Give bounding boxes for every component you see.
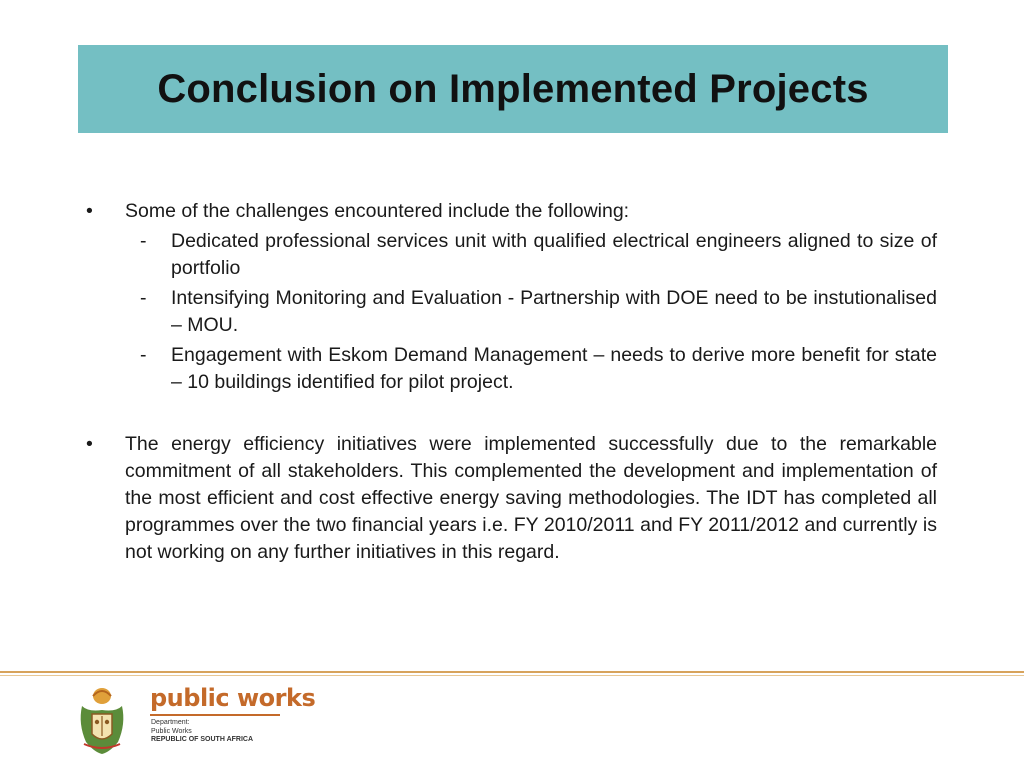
bullet-marker: • [86, 433, 93, 455]
slide-body [86, 198, 937, 566]
logo-line: REPUBLIC OF SOUTH AFRICA [151, 736, 254, 743]
dash-marker: - [140, 230, 147, 252]
slide-title: Conclusion on Implemented Projects [157, 66, 869, 111]
dash-marker: - [140, 344, 147, 366]
sub-item [86, 228, 937, 282]
sub-item [86, 285, 937, 339]
sub-item-text: Engagement with Eskom Demand Management – needs to derive more benefit for state – 10 buildings identified for pilot project. [171, 344, 937, 393]
sub-item-text: Dedicated professional services unit with qualified electrical engineers aligned to size of portfolio [171, 230, 937, 279]
footer-divider-thin [0, 675, 1024, 676]
dash-marker: - [140, 287, 147, 309]
sub-item [86, 342, 937, 396]
bullet-item [86, 431, 937, 566]
logo-line: Public Works [151, 727, 192, 735]
bullet-marker: • [86, 200, 93, 222]
sub-item-text: Intensifying Monitoring and Evaluation - Partnership with DOE need to be instutionalised – MOU. [171, 287, 937, 336]
public-works-logo: public works [150, 684, 316, 712]
spacer [86, 399, 937, 431]
footer-divider [0, 671, 1024, 673]
coat-of-arms-icon [76, 684, 128, 756]
bullet-item [86, 198, 937, 225]
bullet-text: The energy efficiency initiatives were implemented successfully due to the remarkable commitment of all stakeholders. This complemented the development and implementation of the most efficient and cost effective energy saving methodologies. The IDT has completed all programmes over the two financial years i.e. FY 2010/2011 and FY 2011/2012 and currently is not working on any further initiatives in this regard. [125, 433, 937, 563]
logo-line: Department: [151, 719, 190, 726]
sub-list [86, 228, 937, 396]
title-banner [78, 45, 948, 133]
bullet-text: Some of the challenges encountered include the following: [125, 200, 630, 222]
logo-department-text [151, 719, 253, 745]
logo-underline [150, 714, 280, 716]
